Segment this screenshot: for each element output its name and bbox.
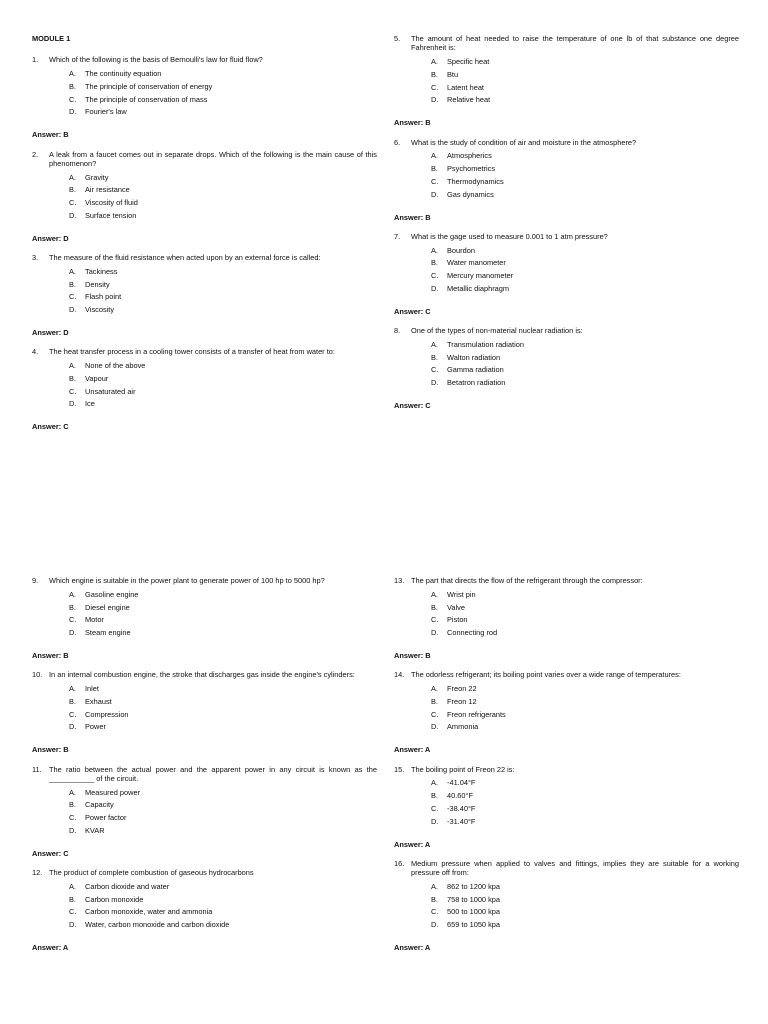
option-text: Atmospherics bbox=[447, 151, 492, 161]
question-stem bbox=[394, 232, 739, 241]
option-letter: C. bbox=[431, 271, 439, 281]
question-stem bbox=[32, 765, 377, 784]
option-item bbox=[69, 398, 377, 411]
option-item bbox=[69, 824, 377, 837]
option-letter: A. bbox=[431, 245, 438, 255]
option-letter: C. bbox=[431, 907, 439, 917]
question-stem bbox=[394, 34, 739, 53]
option-letter: B. bbox=[69, 373, 76, 383]
option-text: Freon refrigerants bbox=[447, 709, 506, 719]
answer-line: Answer: C bbox=[32, 422, 69, 432]
option-letter: B. bbox=[69, 279, 76, 289]
option-item bbox=[431, 614, 739, 627]
option-letter: A. bbox=[69, 589, 76, 599]
option-text: Connecting rod bbox=[447, 628, 498, 638]
question-text: The product of complete combustion of gaseous hydrocarbons bbox=[49, 868, 254, 877]
option-letter: B. bbox=[69, 696, 76, 706]
answer-line: Answer: B bbox=[32, 651, 69, 660]
answer-options bbox=[32, 588, 377, 639]
question-text: The amount of heat needed to raise the temperature of one lb of that substance one degree Fahrenheit is: bbox=[411, 34, 739, 53]
question-item bbox=[394, 138, 739, 222]
option-letter: D. bbox=[69, 920, 77, 930]
option-item bbox=[69, 811, 377, 824]
answer-options bbox=[394, 588, 739, 639]
question-item bbox=[32, 347, 377, 431]
option-text: Ammonia bbox=[447, 722, 479, 732]
option-item bbox=[431, 56, 739, 69]
option-item bbox=[69, 291, 377, 304]
option-item bbox=[431, 257, 739, 270]
answer-options bbox=[394, 150, 739, 201]
option-text: Gasoline engine bbox=[85, 589, 139, 599]
option-text: Carbon monoxide bbox=[85, 894, 144, 904]
option-text: None of the above bbox=[85, 361, 146, 371]
option-letter: D. bbox=[431, 95, 439, 105]
option-item bbox=[431, 188, 739, 201]
answer-line: Answer: A bbox=[394, 943, 431, 952]
option-item bbox=[431, 893, 739, 906]
option-text: Power bbox=[85, 722, 106, 732]
answer-line: Answer: B bbox=[394, 212, 431, 222]
column-right-top bbox=[394, 34, 739, 420]
question-item bbox=[32, 150, 377, 244]
option-letter: A. bbox=[431, 684, 438, 694]
option-text: Motor bbox=[85, 615, 104, 625]
option-letter: D. bbox=[431, 816, 439, 826]
option-item bbox=[69, 265, 377, 278]
option-letter: B. bbox=[431, 352, 438, 362]
question-text: One of the types of non-material nuclear radiation is: bbox=[411, 326, 583, 335]
option-item bbox=[431, 626, 739, 639]
option-letter: C. bbox=[431, 615, 439, 625]
option-item bbox=[69, 196, 377, 209]
answer-options bbox=[32, 786, 377, 837]
option-letter: C. bbox=[431, 176, 439, 186]
question-text: The ratio between the actual power and the apparent power in any circuit is known as the ___________ of the circuit. bbox=[49, 764, 377, 783]
question-number: 5. bbox=[394, 34, 401, 43]
question-text: Medium pressure when applied to valves and fittings, implies they are suitable for a working pressure off from: bbox=[411, 858, 739, 877]
option-item bbox=[431, 880, 739, 893]
option-letter: D. bbox=[69, 210, 77, 220]
option-text: Compression bbox=[85, 709, 129, 719]
answer-options bbox=[32, 360, 377, 411]
option-item bbox=[431, 777, 739, 790]
option-letter: D. bbox=[69, 825, 77, 835]
option-item bbox=[431, 162, 739, 175]
answer-options bbox=[32, 880, 377, 931]
option-text: 862 to 1200 kpa bbox=[447, 881, 501, 891]
question-stem bbox=[32, 868, 377, 877]
option-text: Density bbox=[85, 279, 110, 289]
question-item bbox=[32, 670, 377, 754]
question-item bbox=[32, 576, 377, 660]
option-letter: B. bbox=[69, 800, 76, 810]
question-text: Which of the following is the basis of Bernoulli's law for fluid flow? bbox=[49, 55, 263, 65]
question-number: 15. bbox=[394, 764, 405, 774]
option-item bbox=[431, 721, 739, 734]
question-number: 6. bbox=[394, 137, 401, 147]
option-letter: D. bbox=[69, 399, 77, 409]
option-letter: A. bbox=[431, 778, 438, 788]
question-number: 10. bbox=[32, 670, 43, 680]
option-letter: D. bbox=[69, 107, 77, 117]
option-text: Thermodynamics bbox=[447, 176, 504, 186]
option-text: Gamma radiation bbox=[447, 365, 504, 375]
option-item bbox=[431, 338, 739, 351]
column-right-bottom bbox=[394, 576, 739, 962]
option-item bbox=[69, 893, 377, 906]
question-text: The odorless refrigerant; its boiling point varies over a wide range of temperatures: bbox=[411, 670, 681, 680]
option-letter: B. bbox=[431, 791, 438, 801]
option-item bbox=[69, 68, 377, 81]
answer-line: Answer: B bbox=[394, 651, 431, 660]
answer-line: Answer: A bbox=[32, 943, 69, 952]
option-letter: B. bbox=[431, 258, 438, 268]
option-text: Viscosity of fluid bbox=[85, 198, 138, 208]
answer-line: Answer: B bbox=[32, 130, 69, 140]
question-number: 2. bbox=[32, 149, 39, 159]
option-letter: A. bbox=[69, 266, 76, 276]
option-item bbox=[431, 244, 739, 257]
option-letter: C. bbox=[69, 198, 77, 208]
question-number: 13. bbox=[394, 576, 405, 585]
answer-line: Answer: D bbox=[32, 233, 69, 243]
option-letter: B. bbox=[431, 69, 438, 79]
option-item bbox=[431, 351, 739, 364]
option-text: Freon 22 bbox=[447, 684, 477, 694]
option-item bbox=[69, 880, 377, 893]
question-stem bbox=[32, 347, 377, 356]
option-letter: B. bbox=[69, 81, 76, 91]
option-item bbox=[69, 786, 377, 799]
option-item bbox=[431, 364, 739, 377]
option-text: Power factor bbox=[85, 813, 127, 823]
option-letter: A. bbox=[69, 361, 76, 371]
option-letter: C. bbox=[431, 365, 439, 375]
question-stem bbox=[394, 326, 739, 335]
option-text: -31.40°F bbox=[447, 816, 476, 826]
option-item bbox=[431, 683, 739, 696]
option-letter: D. bbox=[69, 628, 77, 638]
option-letter: D. bbox=[431, 378, 439, 388]
option-text: Vapour bbox=[85, 373, 109, 383]
question-item bbox=[32, 765, 377, 859]
option-text: The principle of conservation of mass bbox=[85, 94, 208, 104]
option-letter: B. bbox=[69, 185, 76, 195]
option-text: Psychometrics bbox=[447, 164, 496, 174]
question-number: 4. bbox=[32, 347, 39, 357]
question-text: What is the study of condition of air and moisture in the atmosphere? bbox=[411, 137, 637, 147]
option-text: Ice bbox=[85, 399, 95, 409]
option-item bbox=[69, 106, 377, 119]
option-letter: A. bbox=[69, 787, 76, 797]
option-letter: A. bbox=[431, 151, 438, 161]
option-text: Mercury manometer bbox=[447, 271, 514, 281]
option-item bbox=[431, 695, 739, 708]
option-letter: D. bbox=[431, 920, 439, 930]
option-item bbox=[431, 81, 739, 94]
option-item bbox=[431, 269, 739, 282]
option-letter: A. bbox=[431, 339, 438, 349]
option-letter: B. bbox=[431, 164, 438, 174]
module-title: MODULE 1 bbox=[32, 34, 71, 43]
option-item bbox=[69, 906, 377, 919]
option-text: 659 to 1050 kpa bbox=[447, 920, 501, 930]
option-text: The continuity equation bbox=[85, 69, 162, 79]
option-item bbox=[69, 721, 377, 734]
option-text: Surface tension bbox=[85, 210, 137, 220]
option-text: KVAR bbox=[85, 825, 105, 835]
option-text: Walton radiation bbox=[447, 352, 501, 362]
option-text: Tackiness bbox=[85, 266, 118, 276]
question-item bbox=[394, 34, 739, 128]
option-item bbox=[69, 588, 377, 601]
question-item bbox=[394, 326, 739, 410]
option-item bbox=[69, 695, 377, 708]
question-text: A leak from a faucet comes out in separate drops. Which of the following is the main cause of this phenomenon? bbox=[49, 149, 377, 168]
option-letter: A. bbox=[431, 57, 438, 67]
answer-options bbox=[32, 683, 377, 734]
answer-line: Answer: A bbox=[394, 839, 431, 849]
option-letter: C. bbox=[69, 813, 77, 823]
option-text: Latent heat bbox=[447, 82, 484, 92]
option-text: Air resistance bbox=[85, 185, 130, 195]
option-item bbox=[431, 588, 739, 601]
question-stem bbox=[32, 670, 377, 679]
option-item bbox=[69, 601, 377, 614]
answer-options bbox=[394, 880, 739, 931]
option-item bbox=[431, 815, 739, 828]
column-left-bottom bbox=[32, 576, 377, 962]
option-letter: D. bbox=[69, 305, 77, 315]
option-text: The principle of conservation of energy bbox=[85, 81, 213, 91]
answer-line: Answer: C bbox=[32, 848, 69, 858]
option-text: Specific heat bbox=[447, 57, 490, 67]
option-item bbox=[69, 93, 377, 106]
question-number: 3. bbox=[32, 253, 39, 262]
answer-options bbox=[394, 777, 739, 828]
option-text: Valve bbox=[447, 602, 465, 612]
option-letter: A. bbox=[431, 881, 438, 891]
question-number: 8. bbox=[394, 326, 401, 335]
option-text: Fourier's law bbox=[85, 107, 127, 117]
option-item bbox=[69, 626, 377, 639]
question-text: The heat transfer process in a cooling tower consists of a transfer of heat from water to: bbox=[49, 347, 335, 357]
option-item bbox=[69, 171, 377, 184]
option-item bbox=[69, 80, 377, 93]
option-letter: C. bbox=[69, 94, 77, 104]
question-number: 1. bbox=[32, 55, 39, 65]
option-letter: C. bbox=[431, 803, 439, 813]
option-text: Piston bbox=[447, 615, 468, 625]
option-letter: B. bbox=[431, 602, 438, 612]
option-text: Betatron radiation bbox=[447, 378, 506, 388]
option-letter: A. bbox=[69, 881, 76, 891]
option-item bbox=[431, 175, 739, 188]
option-item bbox=[69, 799, 377, 812]
option-letter: D. bbox=[69, 722, 77, 732]
option-item bbox=[69, 360, 377, 373]
question-item bbox=[394, 859, 739, 953]
option-letter: A. bbox=[431, 589, 438, 599]
option-item bbox=[69, 372, 377, 385]
option-letter: C. bbox=[431, 82, 439, 92]
question-number: 11. bbox=[32, 764, 42, 774]
answer-options bbox=[394, 338, 739, 389]
option-text: Capacity bbox=[85, 800, 114, 810]
option-text: Exhaust bbox=[85, 696, 112, 706]
answer-options bbox=[394, 244, 739, 295]
question-text: What is the gage used to measure 0.001 to 1 atm pressure? bbox=[411, 231, 608, 241]
option-item bbox=[69, 303, 377, 316]
option-text: Diesel engine bbox=[85, 602, 130, 612]
option-letter: A. bbox=[69, 684, 76, 694]
option-text: Freon 12 bbox=[447, 696, 477, 706]
option-item bbox=[69, 385, 377, 398]
question-stem bbox=[394, 670, 739, 679]
option-text: Measured power bbox=[85, 787, 141, 797]
question-stem bbox=[32, 576, 377, 585]
option-item bbox=[431, 906, 739, 919]
option-letter: B. bbox=[69, 894, 76, 904]
option-text: Wrist pin bbox=[447, 589, 476, 599]
question-item bbox=[394, 576, 739, 660]
answer-line: Answer: A bbox=[394, 745, 431, 755]
option-item bbox=[431, 802, 739, 815]
option-text: Transmulation radiation bbox=[447, 339, 524, 349]
option-text: 40.60°F bbox=[447, 791, 473, 801]
question-number: 16. bbox=[394, 858, 405, 868]
answer-options bbox=[32, 265, 377, 316]
answer-options bbox=[32, 171, 377, 222]
question-item bbox=[394, 670, 739, 754]
question-stem bbox=[394, 576, 739, 585]
option-letter: C. bbox=[69, 907, 77, 917]
option-item bbox=[69, 184, 377, 197]
option-text: Flash point bbox=[85, 292, 122, 302]
question-number: 9. bbox=[32, 576, 39, 585]
question-text: The part that directs the flow of the refrigerant through the compressor: bbox=[411, 576, 643, 585]
option-text: -38.40°F bbox=[447, 803, 476, 813]
question-text: Which engine is suitable in the power plant to generate power of 100 hp to 5000 hp? bbox=[49, 576, 325, 585]
question-stem bbox=[394, 765, 739, 774]
answer-line: Answer: B bbox=[32, 745, 69, 755]
option-text: 758 to 1000 kpa bbox=[447, 894, 501, 904]
option-text: Carbon monoxide, water and ammonia bbox=[85, 907, 213, 917]
answer-options bbox=[394, 683, 739, 734]
question-item bbox=[32, 55, 377, 139]
option-letter: B. bbox=[431, 894, 438, 904]
option-item bbox=[431, 708, 739, 721]
option-item bbox=[431, 150, 739, 163]
question-stem bbox=[32, 55, 377, 64]
question-stem bbox=[32, 150, 377, 169]
option-letter: C. bbox=[431, 709, 439, 719]
option-item bbox=[69, 209, 377, 222]
question-item bbox=[32, 253, 377, 337]
option-letter: C. bbox=[69, 386, 77, 396]
option-letter: A. bbox=[69, 69, 76, 79]
column-left-top bbox=[32, 34, 377, 442]
question-item bbox=[32, 868, 377, 952]
question-item bbox=[394, 232, 739, 316]
option-item bbox=[69, 614, 377, 627]
question-stem bbox=[394, 859, 739, 878]
option-item bbox=[431, 282, 739, 295]
option-text: Relative heat bbox=[447, 95, 491, 105]
option-item bbox=[431, 68, 739, 81]
question-text: In an internal combustion engine, the stroke that discharges gas inside the engine's cylinders: bbox=[49, 670, 355, 680]
option-letter: C. bbox=[69, 615, 77, 625]
option-letter: B. bbox=[69, 602, 76, 612]
option-letter: C. bbox=[69, 709, 77, 719]
option-text: Btu bbox=[447, 69, 459, 79]
option-item bbox=[69, 278, 377, 291]
option-letter: C. bbox=[69, 292, 77, 302]
option-text: Water manometer bbox=[447, 258, 506, 268]
option-item bbox=[431, 918, 739, 931]
question-text: The measure of the fluid resistance when acted upon by an external force is called: bbox=[49, 253, 321, 262]
option-item bbox=[431, 601, 739, 614]
question-number: 7. bbox=[394, 231, 401, 241]
option-text: Unsaturated air bbox=[85, 386, 136, 396]
option-letter: A. bbox=[69, 172, 76, 182]
answer-line: Answer: C bbox=[394, 401, 431, 410]
option-item bbox=[69, 708, 377, 721]
option-text: Water, carbon monoxide and carbon dioxide bbox=[85, 920, 230, 930]
question-number: 12. bbox=[32, 868, 43, 877]
option-letter: B. bbox=[431, 696, 438, 706]
option-item bbox=[431, 789, 739, 802]
option-letter: D. bbox=[431, 283, 439, 293]
question-stem bbox=[32, 253, 377, 262]
option-item bbox=[69, 683, 377, 696]
option-text: Bourdon bbox=[447, 245, 475, 255]
option-text: Gravity bbox=[85, 172, 109, 182]
question-stem bbox=[394, 138, 739, 147]
option-letter: D. bbox=[431, 628, 439, 638]
option-text: Gas dynamics bbox=[447, 189, 494, 199]
option-text: -41.04°F bbox=[447, 778, 476, 788]
option-text: 500 to 1000 kpa bbox=[447, 907, 501, 917]
answer-line: Answer: C bbox=[394, 306, 431, 316]
answer-line: Answer: D bbox=[32, 328, 69, 337]
answer-line: Answer: B bbox=[394, 118, 431, 128]
option-letter: D. bbox=[431, 189, 439, 199]
question-item bbox=[394, 765, 739, 849]
question-number: 14. bbox=[394, 670, 405, 680]
option-text: Metallic diaphragm bbox=[447, 283, 510, 293]
question-text: The boiling point of Freon 22 is: bbox=[411, 764, 515, 774]
answer-options bbox=[394, 56, 739, 107]
option-text: Inlet bbox=[85, 684, 99, 694]
option-text: Steam engine bbox=[85, 628, 131, 638]
answer-options bbox=[32, 68, 377, 119]
option-item bbox=[431, 94, 739, 107]
option-item bbox=[431, 376, 739, 389]
option-letter: D. bbox=[431, 722, 439, 732]
option-text: Viscosity bbox=[85, 305, 115, 315]
option-item bbox=[69, 918, 377, 931]
option-text: Carbon dioxide and water bbox=[85, 881, 170, 891]
